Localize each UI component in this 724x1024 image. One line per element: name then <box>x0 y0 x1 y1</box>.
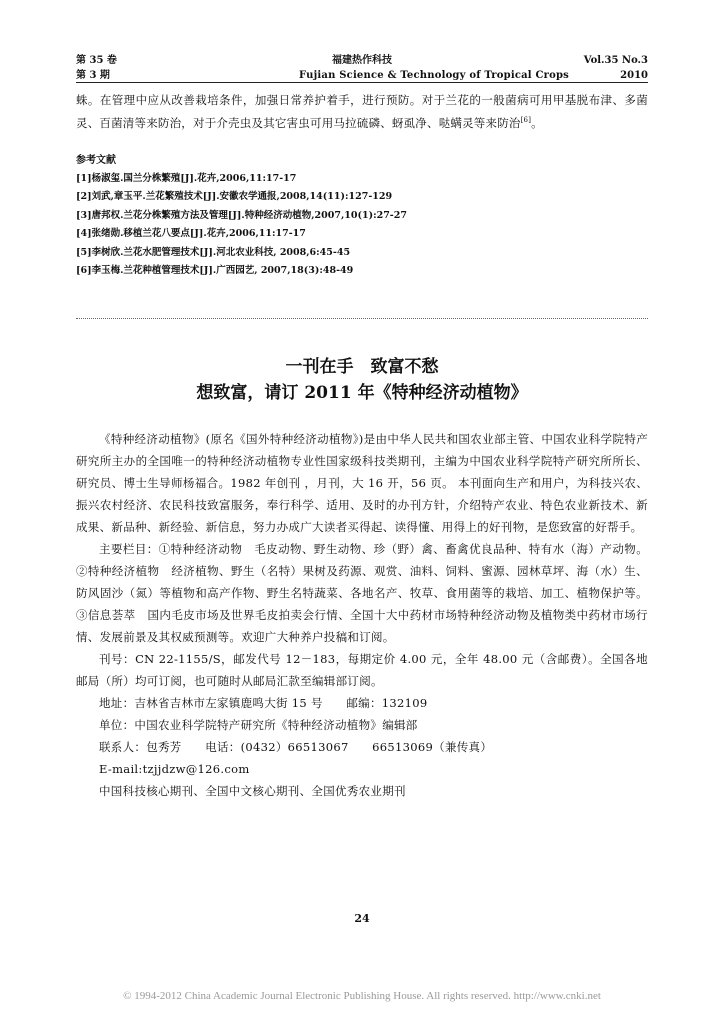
continuation-ref-mark: [6] <box>520 116 532 124</box>
ad-columns-paragraph: 主要栏目：①特种经济动物 毛皮动物、野生动物、珍（野）禽、畜禽优良品种、特有水（海）产动物。②特种经济植物 经济植物、野生（名特）果树及药源、观赏、油料、饲料、蜜源、园林草坪、海（水）生、防风固沙（氮）等植物和高产作物、野生名特蔬菜、各地名产、牧草、食用菌等的栽培、加工、植物保护等。③信息荟萃 国内毛皮市场及世界毛皮拍卖会行情、全国十大中药材市场特种经济动物及植物类中药材市场行情、发展前景及其权威预测等。欢迎广大种养户投稿和订阅。 <box>76 542 648 644</box>
reference-item: [1]杨淑玺.国兰分株繁殖[J].花卉,2006,11:17-17 <box>76 173 297 184</box>
ad-email: E-mail:tzjjdzw@126.com <box>99 762 250 776</box>
ad-subscription-paragraph: 刊号：CN 22-1155/S，邮发代号 12－183，每期定价 4.00 元，全年 48.00 元（含邮费）。全国各地邮局（所）均可订阅，也可随时从邮局汇款至编辑部订阅。 <box>76 652 648 688</box>
ad-unit: 单位：中国农业科学院特产研究所《特种经济动植物》编辑部 <box>99 718 418 732</box>
ad-title-line2: 想致富，请订 2011 年《特种经济动植物》 <box>196 383 528 403</box>
ad-body <box>76 428 648 802</box>
reference-item: [4]张绪勋.移植兰花八要点[J].花卉,2006,11:17-17 <box>76 228 306 240</box>
section-divider <box>76 318 648 319</box>
header-year: 2010 <box>620 70 648 81</box>
ad-title-line1: 一刊在手 致富不愁 <box>285 357 439 377</box>
header-issue-cn: 第 3 期 <box>76 70 110 81</box>
ad-contact: 联系人：包秀芳 电话：(0432）66513067 66513069（兼传真） <box>99 740 493 754</box>
header-rule <box>76 82 648 83</box>
header-journal-en: Fujian Science & Technology of Tropical Crops <box>298 70 569 81</box>
continuation-end: 。 <box>531 115 543 130</box>
ad-intro-paragraph: 《特种经济动植物》(原名《国外特种经济动植物》)是由中华人民共和国农业部主管、中国农业科学院特产研究所主办的全国唯一的特种经济动植物专业性国家级科技类期刊，主编为中国农业科学院特产研究所所长、研究员、博士生导师杨福合。1982 年创刊 ，月刊，大 16 开，56 页。 本刊面向生产和用户，为科技兴农、振兴农村经济、农民科技致富服务，奉行科学、适用、及时的办刊方针，介绍特产农业、特色农业新技术、新成果、新品种、新经验、新信息，努力办成广大读者买得起、读得懂、用得上的好刊物，是您致富的好帮手。 <box>76 432 648 534</box>
page-number: 24 <box>354 912 370 925</box>
continuation-paragraph <box>76 90 648 133</box>
ad-address: 地址：吉林省吉林市左家镇鹿鸣大街 15 号 邮编：132109 <box>99 696 428 710</box>
references-list <box>76 170 407 280</box>
copyright-footer: © 1994-2012 China Academic Journal Electronic Publishing House. All rights reserved. http://www.cnki.net <box>123 990 601 1002</box>
reference-item: [5]李树欣.兰花水肥管理技术[J].河北农业科技, 2008,6:45-45 <box>76 246 351 258</box>
references-title: 参考文献 <box>76 155 116 166</box>
header-journal-cn: 福建热作科技 <box>332 55 392 66</box>
header-volume-cn: 第 35 卷 <box>76 55 117 66</box>
header-volume-en: Vol.35 No.3 <box>583 55 648 66</box>
ad-core-journal: 中国科技核心期刊、全国中文核心期刊、全国优秀农业期刊 <box>99 784 406 798</box>
continuation-text: 蛛。在管理中应从改善栽培条件，加强日常养护着手，进行预防。对于兰花的一般菌病可用甲基脱布津、多菌灵、百菌清等来防治，对于介壳虫及其它害虫可用马拉硫磷、蚜虱净、哒螨灵等来防治 <box>76 93 648 130</box>
reference-item: [3]唐邦权.兰花分株繁殖方法及管理[J].特种经济动植物,2007,10(1):27-27 <box>76 209 407 221</box>
reference-item: [2]刘武,章玉平.兰花繁殖技术[J].安徽农学通报,2008,14(11):127-129 <box>76 191 393 203</box>
reference-item: [6]李玉梅.兰花种植管理技术[J].广西园艺, 2007,18(3):48-49 <box>76 265 354 277</box>
